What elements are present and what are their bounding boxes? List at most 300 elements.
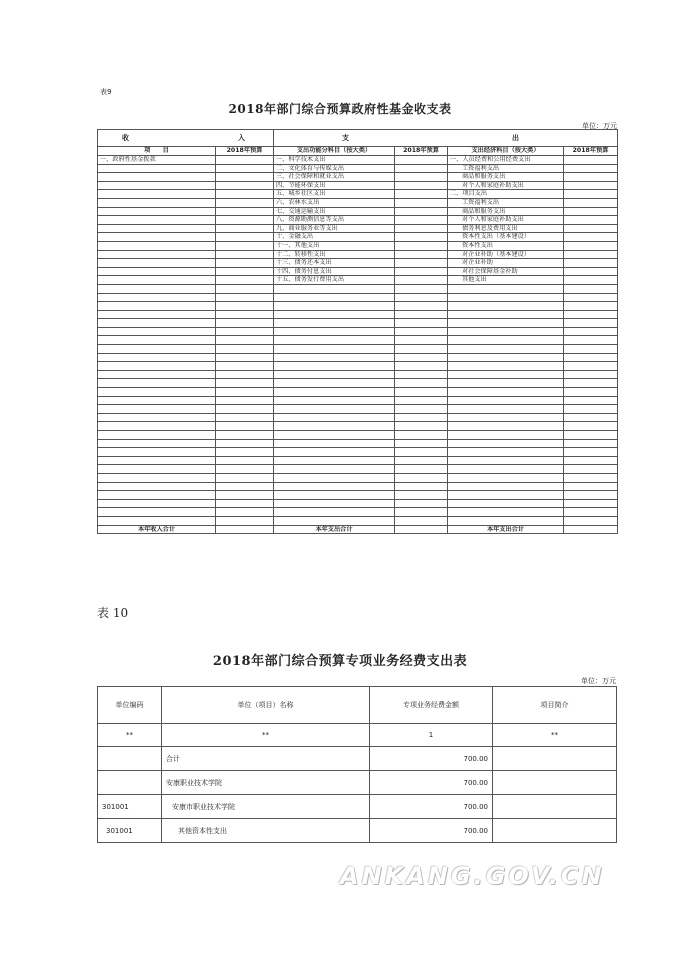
econ-item: [448, 353, 564, 362]
econ-budget: [564, 388, 618, 397]
table-row: [98, 284, 618, 293]
income-budget: [216, 465, 274, 474]
row-code: [98, 747, 162, 771]
func-item: [274, 422, 395, 431]
table-row: [98, 216, 618, 225]
func-budget: [395, 405, 448, 414]
table-row: [98, 819, 617, 843]
func-item: [274, 336, 395, 345]
econ-item: [448, 345, 564, 354]
table10-star-row: [98, 724, 617, 747]
econ-item: 对企业补助: [448, 259, 564, 268]
func-item: [274, 345, 395, 354]
table-row: [98, 362, 618, 371]
econ-budget: [564, 181, 618, 190]
econ-item: 商品和服务支出: [448, 173, 564, 182]
row-amount: 700.00: [370, 771, 493, 795]
func-item: [274, 327, 395, 336]
income-item: [98, 233, 216, 242]
table-row: [98, 379, 618, 388]
econ-item: [448, 293, 564, 302]
income-item: [98, 181, 216, 190]
econ-item: [448, 302, 564, 311]
func-budget: [395, 302, 448, 311]
table-row: [98, 310, 618, 319]
income-item: [98, 422, 216, 431]
func-item: 十四、债务付息支出: [274, 267, 395, 276]
func-budget: [395, 327, 448, 336]
func-item: [274, 465, 395, 474]
table-row: [98, 181, 618, 190]
func-budget: [395, 448, 448, 457]
income-item: [98, 327, 216, 336]
table-row: [98, 233, 618, 242]
header-unit-code: 单位编码: [98, 687, 162, 724]
func-budget: [395, 499, 448, 508]
econ-item: 工资福利支出: [448, 198, 564, 207]
func-budget: [395, 276, 448, 285]
table-row: [98, 293, 618, 302]
table-row: [98, 156, 618, 165]
table-row: [98, 448, 618, 457]
table-row: [98, 370, 618, 379]
table-row: [98, 224, 618, 233]
income-item: [98, 345, 216, 354]
row-name: 安康职业技术学院: [162, 771, 370, 795]
econ-item: [448, 362, 564, 371]
table-row: [98, 482, 618, 491]
econ-item: [448, 473, 564, 482]
econ-item: 对个人和家庭补助支出: [448, 216, 564, 225]
econ-budget: [564, 259, 618, 268]
func-budget: [395, 362, 448, 371]
econ-item: [448, 327, 564, 336]
table10-label: 表 10: [97, 606, 129, 620]
econ-item: [448, 439, 564, 448]
func-item: [274, 353, 395, 362]
income-budget: [216, 396, 274, 405]
func-item: 十五、债务发行费用支出: [274, 276, 395, 285]
func-item: [274, 405, 395, 414]
func-item: [274, 379, 395, 388]
income-budget: [216, 284, 274, 293]
econ-budget: [564, 499, 618, 508]
income-item: [98, 362, 216, 371]
func-item: [274, 456, 395, 465]
table-row: [98, 388, 618, 397]
income-item: [98, 276, 216, 285]
func-item: [274, 482, 395, 491]
econ-item: [448, 431, 564, 440]
econ-item: 对社会保障基金补助: [448, 267, 564, 276]
table-row: [98, 207, 618, 216]
income-budget: [216, 198, 274, 207]
income-item: [98, 473, 216, 482]
table-row: [98, 508, 618, 517]
func-budget: [395, 516, 448, 525]
econ-budget: [564, 456, 618, 465]
func-budget: [395, 284, 448, 293]
income-item: [98, 431, 216, 440]
income-budget: [216, 379, 274, 388]
row-code: [98, 771, 162, 795]
income-item: [98, 353, 216, 362]
econ-budget: [564, 353, 618, 362]
table-row: [98, 353, 618, 362]
row-code: 301001: [98, 819, 162, 843]
income-budget: [216, 491, 274, 500]
econ-item: [448, 499, 564, 508]
income-item: [98, 499, 216, 508]
econ-budget: [564, 190, 618, 199]
income-budget: [216, 224, 274, 233]
table-row: [98, 250, 618, 259]
income-budget: [216, 241, 274, 250]
table9-header-row-1: [98, 130, 618, 147]
econ-item: [448, 465, 564, 474]
income-item: [98, 396, 216, 405]
income-item: [98, 405, 216, 414]
func-item: [274, 491, 395, 500]
income-item: [98, 267, 216, 276]
header-func-budget: 2018年预算: [395, 147, 448, 156]
econ-budget: [564, 267, 618, 276]
econ-budget: [564, 319, 618, 328]
econ-budget: [564, 439, 618, 448]
income-budget: [216, 473, 274, 482]
econ-budget: [564, 250, 618, 259]
table-row: [98, 413, 618, 422]
func-budget: [395, 465, 448, 474]
econ-item: 商品和服务支出: [448, 207, 564, 216]
total-func-value: [395, 525, 448, 534]
func-budget: [395, 259, 448, 268]
func-budget: [395, 207, 448, 216]
econ-budget: [564, 327, 618, 336]
table-row: [98, 327, 618, 336]
table-row: [98, 302, 618, 311]
income-item: [98, 370, 216, 379]
income-budget: [216, 181, 274, 190]
func-item: [274, 499, 395, 508]
row-desc: [493, 747, 617, 771]
table-row: [98, 173, 618, 182]
func-budget: [395, 319, 448, 328]
income-budget: [216, 456, 274, 465]
econ-budget: [564, 164, 618, 173]
income-budget: [216, 336, 274, 345]
econ-budget: [564, 431, 618, 440]
row-code: 301001: [98, 795, 162, 819]
econ-item: [448, 370, 564, 379]
income-header-left: 收: [122, 134, 129, 142]
econ-budget: [564, 293, 618, 302]
income-item: [98, 216, 216, 225]
econ-item: [448, 319, 564, 328]
func-budget: [395, 198, 448, 207]
econ-budget: [564, 207, 618, 216]
econ-item: [448, 396, 564, 405]
income-item: 一、政府性基金拨款: [98, 156, 216, 165]
table-row: [98, 190, 618, 199]
income-budget: [216, 388, 274, 397]
econ-budget: [564, 276, 618, 285]
income-budget: [216, 448, 274, 457]
econ-item: [448, 491, 564, 500]
income-item: [98, 465, 216, 474]
table10-unit: 单位：万元: [581, 677, 616, 685]
table-row: [98, 396, 618, 405]
income-item: [98, 439, 216, 448]
econ-budget: [564, 302, 618, 311]
func-item: [274, 388, 395, 397]
header-amount: 专项业务经费金额: [370, 687, 493, 724]
econ-item: 对个人和家庭补助支出: [448, 181, 564, 190]
func-item: 十一、其他支出: [274, 241, 395, 250]
func-item: [274, 473, 395, 482]
econ-budget: [564, 508, 618, 517]
income-budget: [216, 499, 274, 508]
header-income-budget: 2018年预算: [216, 147, 274, 156]
row-desc: [493, 795, 617, 819]
header-description: 项目简介: [493, 687, 617, 724]
table-row: [98, 267, 618, 276]
government-fund-table: [97, 129, 618, 534]
func-item: [274, 310, 395, 319]
func-item: 十、金融支出: [274, 233, 395, 242]
income-item: [98, 198, 216, 207]
econ-item: [448, 422, 564, 431]
func-budget: [395, 431, 448, 440]
econ-item: [448, 508, 564, 517]
header-econ-budget: 2018年预算: [564, 147, 618, 156]
econ-budget: [564, 405, 618, 414]
func-item: 六、农林水支出: [274, 198, 395, 207]
total-econ-value: [564, 525, 618, 534]
func-budget: [395, 293, 448, 302]
func-item: 二、文化体育与传媒支出: [274, 164, 395, 173]
row-name: 安康市职业技术学院: [162, 795, 370, 819]
func-item: 十三、债务还本支出: [274, 259, 395, 268]
income-item: [98, 388, 216, 397]
row-desc: [493, 771, 617, 795]
func-budget: [395, 250, 448, 259]
expense-header-right: 出: [512, 134, 519, 142]
income-budget: [216, 362, 274, 371]
func-budget: [395, 181, 448, 190]
income-budget: [216, 250, 274, 259]
func-item: [274, 396, 395, 405]
econ-budget: [564, 224, 618, 233]
table-row: [98, 439, 618, 448]
econ-budget: [564, 422, 618, 431]
income-budget: [216, 482, 274, 491]
econ-budget: [564, 473, 618, 482]
func-item: 十二、转移性支出: [274, 250, 395, 259]
func-budget: [395, 173, 448, 182]
econ-budget: [564, 396, 618, 405]
econ-budget: [564, 465, 618, 474]
func-budget: [395, 233, 448, 242]
econ-item: 工资福利支出: [448, 164, 564, 173]
func-budget: [395, 370, 448, 379]
table-row: [98, 465, 618, 474]
econ-item: 一、人员经费和公用经费支出: [448, 156, 564, 165]
income-budget: [216, 345, 274, 354]
expense-header-left: 支: [342, 134, 349, 142]
income-item: [98, 173, 216, 182]
econ-item: 债务利息及费用支出: [448, 224, 564, 233]
econ-budget: [564, 198, 618, 207]
watermark-logo: ANKANG.GOV.CN: [340, 862, 605, 890]
func-budget: [395, 473, 448, 482]
func-budget: [395, 413, 448, 422]
econ-item: [448, 310, 564, 319]
func-item: [274, 448, 395, 457]
income-item: [98, 516, 216, 525]
total-econ-label: 本年支出合计: [448, 525, 564, 534]
econ-item: 资本性支出（基本建设）: [448, 233, 564, 242]
econ-item: [448, 413, 564, 422]
econ-budget: [564, 241, 618, 250]
income-item: [98, 224, 216, 233]
row-desc: [493, 819, 617, 843]
econ-item: [448, 516, 564, 525]
star-cell: 1: [370, 724, 493, 747]
income-budget: [216, 327, 274, 336]
table-row: [98, 499, 618, 508]
income-budget: [216, 259, 274, 268]
func-item: [274, 293, 395, 302]
income-budget: [216, 190, 274, 199]
income-budget: [216, 370, 274, 379]
star-cell: **: [162, 724, 370, 747]
income-item: [98, 293, 216, 302]
table-row: [98, 198, 618, 207]
expense-header: [274, 130, 618, 147]
table-row: [98, 422, 618, 431]
econ-item: [448, 284, 564, 293]
income-item: [98, 310, 216, 319]
func-budget: [395, 396, 448, 405]
income-item: [98, 448, 216, 457]
header-econ-item: 支出经济科目（按大类）: [448, 147, 564, 156]
income-item: [98, 250, 216, 259]
func-budget: [395, 345, 448, 354]
econ-budget: [564, 379, 618, 388]
header-income-item: 项 目: [98, 147, 216, 156]
row-amount: 700.00: [370, 795, 493, 819]
income-budget: [216, 353, 274, 362]
row-amount: 700.00: [370, 819, 493, 843]
table9-total-row: [98, 525, 618, 534]
econ-item: [448, 456, 564, 465]
table10-header-row: [98, 687, 617, 724]
income-budget: [216, 293, 274, 302]
table9-unit: 单位：万元: [582, 122, 617, 130]
table9-label: 表9: [100, 88, 112, 96]
econ-item: [448, 405, 564, 414]
func-item: [274, 516, 395, 525]
econ-budget: [564, 448, 618, 457]
table-row: [98, 431, 618, 440]
table10-title: 2018年部门综合预算专项业务经费支出表: [212, 654, 468, 669]
func-budget: [395, 216, 448, 225]
table-row: [98, 405, 618, 414]
func-budget: [395, 482, 448, 491]
econ-item: [448, 448, 564, 457]
income-budget: [216, 164, 274, 173]
table9-header-row-2: [98, 147, 618, 156]
income-item: [98, 207, 216, 216]
table9-title: 2018年部门综合预算政府性基金收支表: [228, 102, 452, 116]
func-budget: [395, 508, 448, 517]
income-header-right: 入: [238, 134, 245, 142]
income-item: [98, 164, 216, 173]
func-budget: [395, 224, 448, 233]
income-item: [98, 259, 216, 268]
func-budget: [395, 422, 448, 431]
table-row: [98, 795, 617, 819]
income-budget: [216, 156, 274, 165]
table-row: [98, 473, 618, 482]
econ-item: 资本性支出: [448, 241, 564, 250]
table-row: [98, 164, 618, 173]
func-item: [274, 508, 395, 517]
income-item: [98, 508, 216, 517]
econ-budget: [564, 310, 618, 319]
income-item: [98, 413, 216, 422]
table-row: [98, 516, 618, 525]
income-header: [98, 130, 274, 147]
star-cell: **: [493, 724, 617, 747]
income-item: [98, 336, 216, 345]
income-budget: [216, 405, 274, 414]
func-item: 九、商业服务业等支出: [274, 224, 395, 233]
table-row: [98, 771, 617, 795]
table-row: [98, 259, 618, 268]
econ-budget: [564, 482, 618, 491]
income-budget: [216, 439, 274, 448]
econ-budget: [564, 362, 618, 371]
econ-item: [448, 482, 564, 491]
func-budget: [395, 267, 448, 276]
star-cell: **: [98, 724, 162, 747]
func-item: [274, 362, 395, 371]
table-row: [98, 276, 618, 285]
func-item: [274, 413, 395, 422]
income-item: [98, 491, 216, 500]
income-budget: [216, 431, 274, 440]
econ-item: [448, 336, 564, 345]
table-row: [98, 491, 618, 500]
func-item: [274, 284, 395, 293]
econ-item: 二、项目支出: [448, 190, 564, 199]
func-item: 八、资源勘测信息等支出: [274, 216, 395, 225]
econ-item: [448, 388, 564, 397]
func-budget: [395, 439, 448, 448]
econ-budget: [564, 345, 618, 354]
econ-item: 对企业补助（基本建设）: [448, 250, 564, 259]
econ-budget: [564, 156, 618, 165]
func-item: 一、科学技术支出: [274, 156, 395, 165]
row-name: 合计: [162, 747, 370, 771]
income-budget: [216, 173, 274, 182]
income-item: [98, 482, 216, 491]
income-budget: [216, 233, 274, 242]
econ-budget: [564, 216, 618, 225]
header-func-item: 支出功能分科目（按大类）: [274, 147, 395, 156]
